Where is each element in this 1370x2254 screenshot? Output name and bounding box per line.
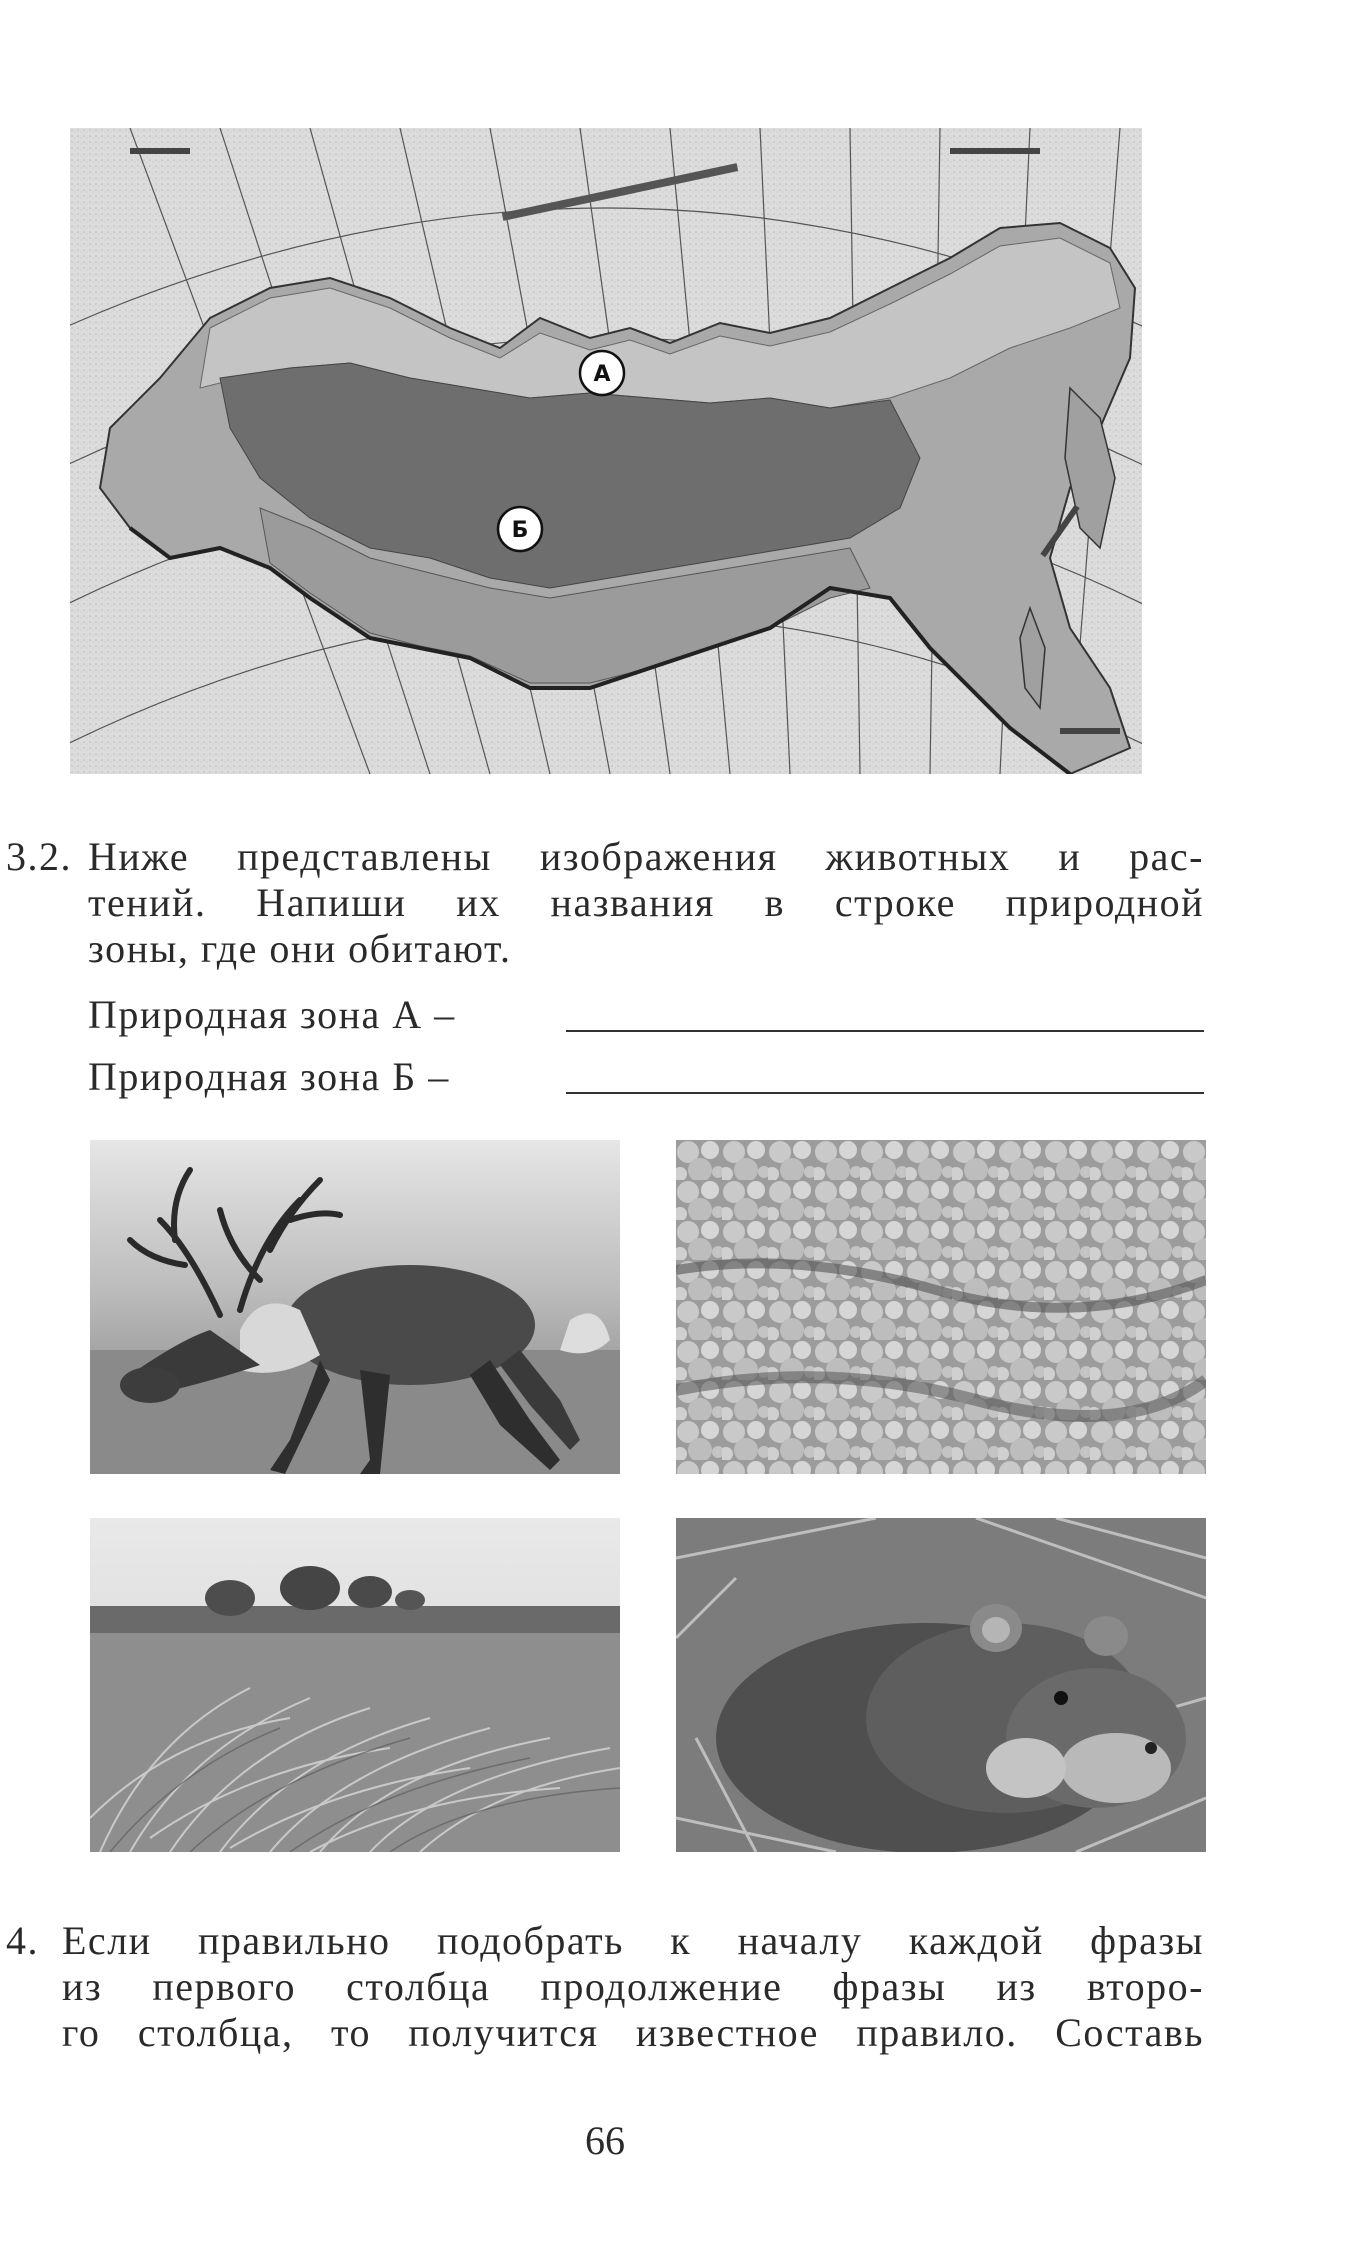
zone-a-answer-line[interactable]	[566, 1030, 1204, 1032]
map-drawing	[70, 128, 1142, 774]
zone-b-answer-line[interactable]	[566, 1092, 1204, 1094]
lichen-picture	[676, 1140, 1206, 1474]
task-4-line-1: Если правильно подобрать к началу каждой фразы	[62, 1918, 1204, 1963]
page-number: 66	[585, 2118, 625, 2163]
reindeer-photo	[90, 1140, 620, 1474]
marker-a-label: А	[593, 362, 611, 387]
marker-b-label: Б	[511, 518, 529, 543]
reindeer-picture	[90, 1140, 620, 1474]
marker-zone-b	[498, 507, 542, 551]
task-4-line-2: из первого столбца продолжение фразы из второ-	[62, 1964, 1204, 2009]
zone-a-label: Природная зона А –	[88, 992, 456, 1037]
task-3-2-line-2: тений. Напиши их названия в строке природной	[88, 880, 1204, 925]
task-3-2-line-1: Ниже представлены изображения животных и рас-	[88, 834, 1204, 879]
task-4-line-3: го столбца, то получится известное правило. Составь	[62, 2010, 1204, 2055]
russia-natural-zones-map	[70, 128, 1142, 774]
zone-b-label: Природная зона Б –	[88, 1054, 450, 1099]
reindeer-moss-photo	[676, 1140, 1206, 1474]
steppe-picture	[90, 1518, 620, 1852]
feather-grass-steppe-photo	[90, 1518, 620, 1852]
marker-zone-a	[580, 351, 624, 395]
hamster-photo	[676, 1518, 1206, 1852]
task-3-2-number: 3.2.	[6, 834, 72, 879]
task-4-number: 4.	[6, 1918, 39, 1963]
hamster-picture	[676, 1518, 1206, 1852]
task-3-2-line-3: зоны, где они обитают.	[88, 926, 512, 971]
